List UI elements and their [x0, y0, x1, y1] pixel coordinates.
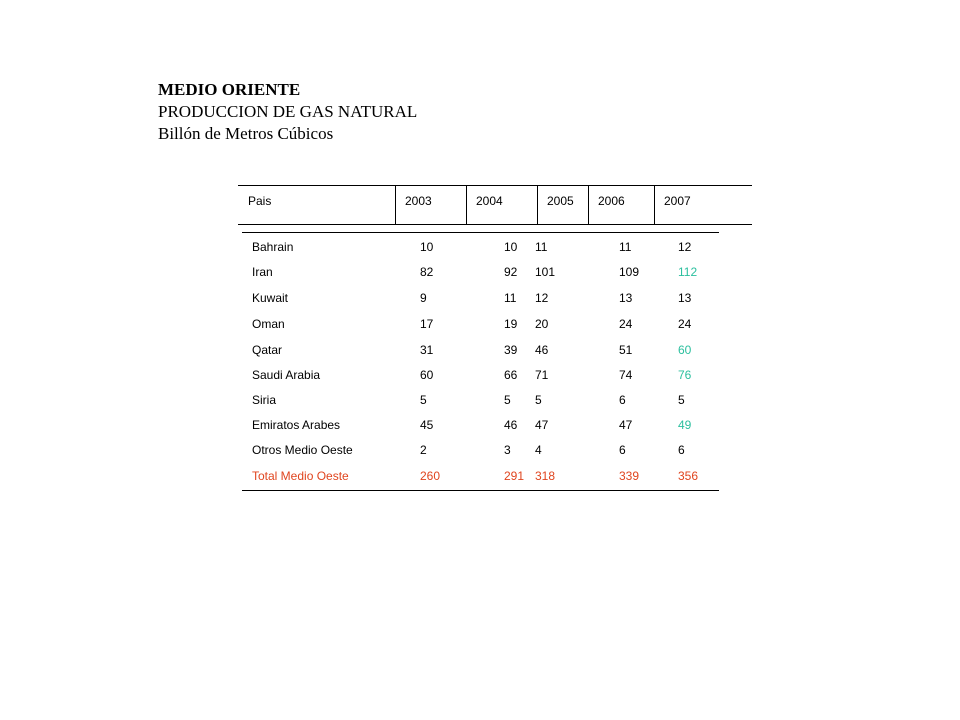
- table-row: [242, 343, 719, 363]
- value-cell-highlight: 60: [678, 343, 692, 357]
- total-value-cell: 318: [535, 469, 556, 483]
- value-cell: 39: [504, 343, 518, 357]
- country-cell: Emiratos Arabes: [252, 418, 341, 432]
- title-subject: PRODUCCION DE GAS NATURAL: [158, 102, 418, 121]
- value-cell: 11: [619, 240, 632, 254]
- country-cell: Qatar: [252, 343, 283, 357]
- value-cell: 9: [420, 291, 427, 305]
- header-2006: 2006: [588, 186, 646, 224]
- country-cell: Iran: [252, 265, 273, 279]
- value-cell: 24: [678, 317, 692, 331]
- value-cell: 82: [420, 265, 434, 279]
- value-cell: 2: [420, 443, 427, 457]
- value-cell: 20: [535, 317, 549, 331]
- table-row: [242, 317, 719, 337]
- value-cell: 47: [535, 418, 549, 432]
- country-cell: Saudi Arabia: [252, 368, 321, 382]
- total-value-cell: 339: [619, 469, 640, 483]
- header-pais: Pais: [248, 194, 272, 208]
- table-row: [242, 393, 719, 413]
- value-cell: 19: [504, 317, 518, 331]
- value-cell: 5: [535, 393, 542, 407]
- value-cell: 46: [535, 343, 549, 357]
- total-value-cell: 260: [420, 469, 441, 483]
- value-cell: 47: [619, 418, 633, 432]
- value-cell: 24: [619, 317, 633, 331]
- value-cell: 17: [420, 317, 434, 331]
- header-2003: 2003: [395, 186, 465, 224]
- table-row: [242, 240, 719, 260]
- data-table: [242, 232, 719, 491]
- value-cell: 10: [504, 240, 518, 254]
- title-units: Billón de Metros Cúbicos: [158, 124, 334, 143]
- value-cell: 60: [420, 368, 434, 382]
- title-region: MEDIO ORIENTE: [158, 80, 301, 99]
- value-cell: 51: [619, 343, 633, 357]
- table-header: [238, 185, 752, 225]
- value-cell: 71: [535, 368, 549, 382]
- value-cell-highlight: 76: [678, 368, 692, 382]
- value-cell: 3: [504, 443, 511, 457]
- country-cell: Kuwait: [252, 291, 289, 305]
- title-block: [158, 79, 417, 145]
- value-cell: 6: [678, 443, 685, 457]
- value-cell-highlight: 49: [678, 418, 692, 432]
- value-cell: 66: [504, 368, 518, 382]
- value-cell: 31: [420, 343, 434, 357]
- value-cell: 45: [420, 418, 434, 432]
- value-cell: 46: [504, 418, 518, 432]
- value-cell: 11: [535, 240, 548, 254]
- value-cell: 101: [535, 265, 556, 279]
- table-row: [242, 291, 719, 311]
- table-row: [242, 368, 719, 388]
- country-cell: Siria: [252, 393, 277, 407]
- country-cell: Oman: [252, 317, 285, 331]
- table-row: [242, 418, 719, 438]
- value-cell: 10: [420, 240, 434, 254]
- value-cell: 5: [504, 393, 511, 407]
- value-cell: 13: [678, 291, 692, 305]
- value-cell: 4: [535, 443, 542, 457]
- value-cell: 12: [535, 291, 549, 305]
- total-row: [242, 469, 719, 489]
- value-cell: 74: [619, 368, 633, 382]
- value-cell: 109: [619, 265, 640, 279]
- header-2007: 2007: [654, 186, 752, 224]
- value-cell: 12: [678, 240, 692, 254]
- value-cell-highlight: 112: [678, 265, 698, 279]
- value-cell: 6: [619, 443, 626, 457]
- value-cell: 6: [619, 393, 626, 407]
- header-2005: 2005: [537, 186, 587, 224]
- header-2004: 2004: [466, 186, 536, 224]
- table-row: [242, 265, 719, 285]
- total-value-cell: 291: [504, 469, 525, 483]
- value-cell: 13: [619, 291, 633, 305]
- country-cell: Otros Medio Oeste: [252, 443, 353, 457]
- country-cell: Bahrain: [252, 240, 294, 254]
- value-cell: 5: [678, 393, 685, 407]
- value-cell: 92: [504, 265, 518, 279]
- total-label: Total Medio Oeste: [252, 469, 349, 483]
- total-value-cell: 356: [678, 469, 699, 483]
- value-cell: 5: [420, 393, 427, 407]
- value-cell: 11: [504, 291, 517, 305]
- table-row: [242, 443, 719, 463]
